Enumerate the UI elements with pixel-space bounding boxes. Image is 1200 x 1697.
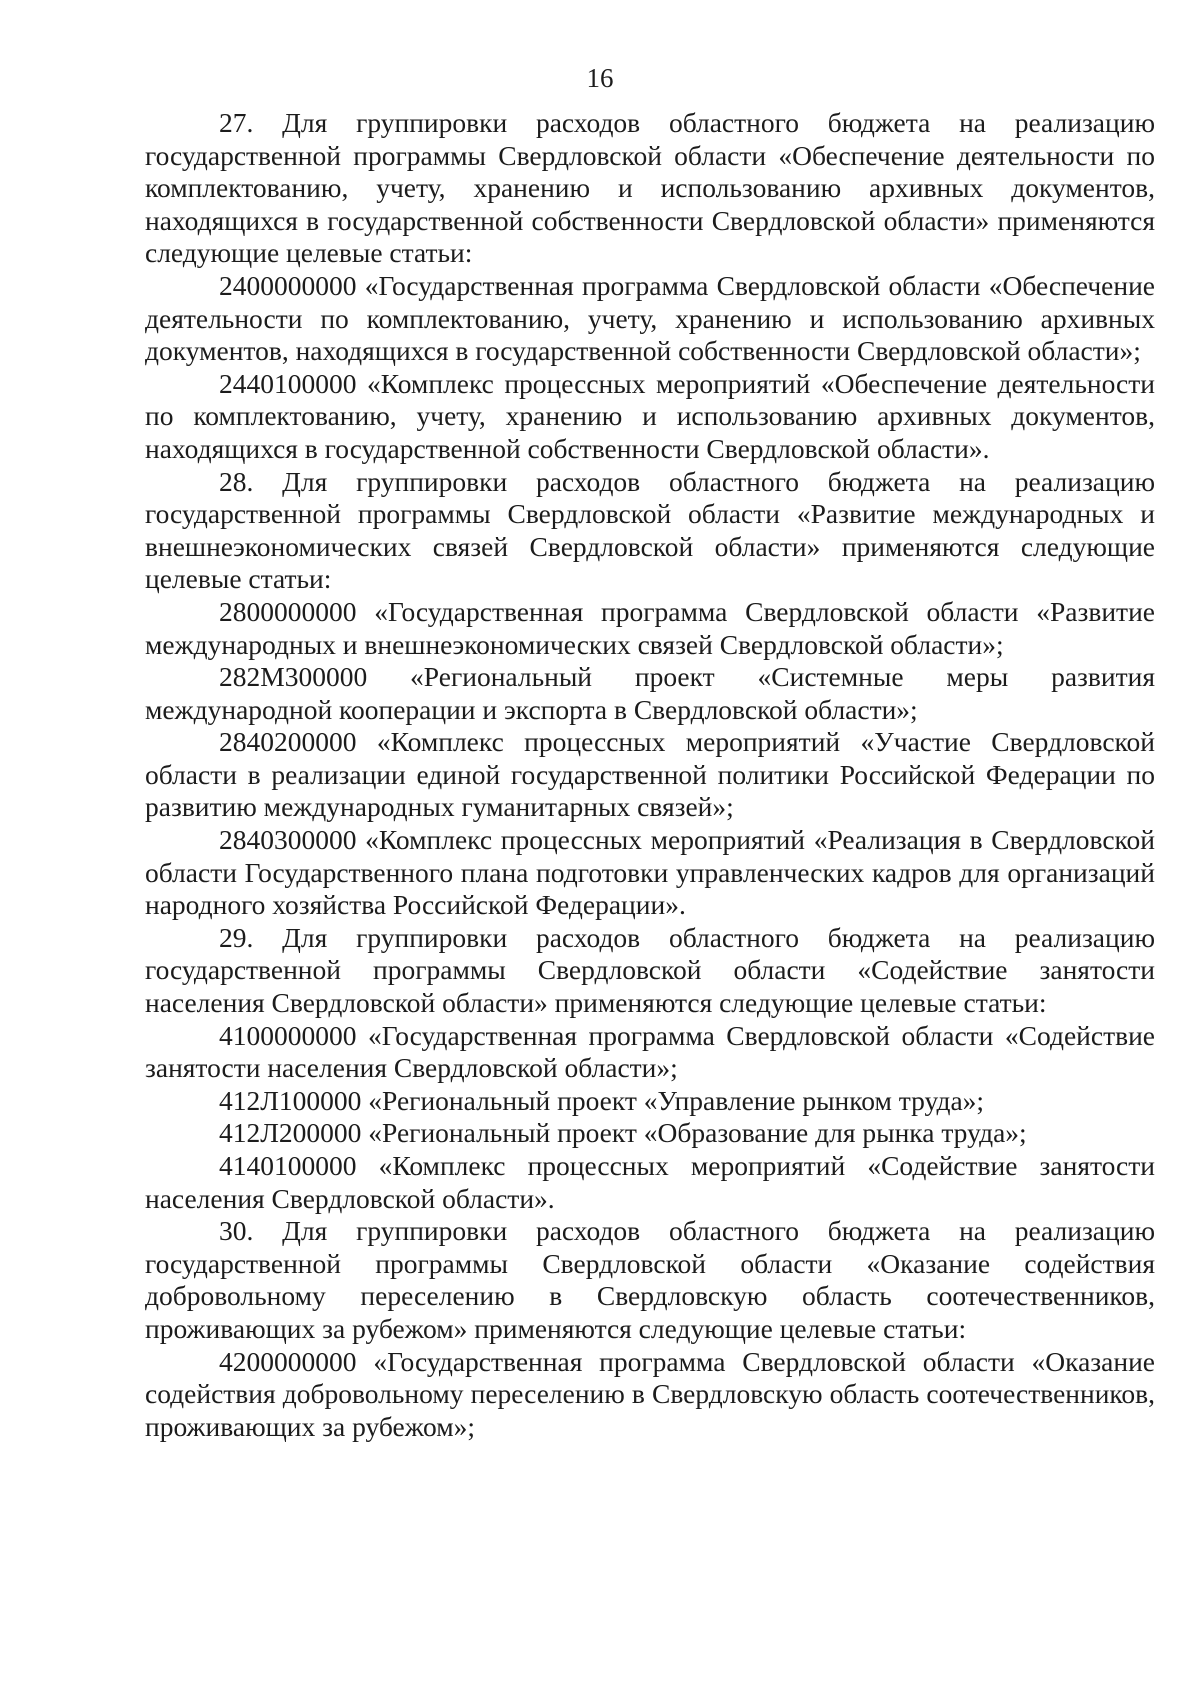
paragraph-article-4140100000: 4140100000 «Комплекс процессных мероприятий «Содействие занятости населения Свердловской области». bbox=[145, 1150, 1155, 1214]
paragraph-28-intro: 28. Для группировки расходов областного бюджета на реализацию государственной программы Свердловской области «Развитие международных и внешнеэкономических связей Свердловской области» применяются следующие целевые статьи: bbox=[145, 465, 1155, 595]
paragraph-27-intro: 27. Для группировки расходов областного бюджета на реализацию государственной программы Свердловской области «Обеспечение деятельности по комплектованию, учету, хранению и использованию архивных документов, находящихся в государственной собственности Свердловской области» применяются следующие целевые статьи: bbox=[145, 107, 1155, 269]
paragraph-article-412L100000: 412Л100000 «Региональный проект «Управление рынком труда»; bbox=[219, 1084, 985, 1116]
paragraph-29-intro: 29. Для группировки расходов областного бюджета на реализацию государственной программы Свердловской области «Содействие занятости населения Свердловской области» применяются следующие целевые статьи: bbox=[145, 921, 1155, 1019]
paragraph-article-412L200000: 412Л200000 «Региональный проект «Образование для рынка труда»; bbox=[219, 1117, 1027, 1149]
document-body bbox=[145, 107, 1155, 1443]
page-number: 16 bbox=[586, 63, 614, 93]
paragraph-article-4100000000: 4100000000 «Государственная программа Свердловской области «Содействие занятости населения Свердловской области»; bbox=[145, 1019, 1155, 1084]
paragraph-article-2440100000: 2440100000 «Комплекс процессных мероприятий «Обеспечение деятельности по комплектованию, учету, хранению и использованию архивных документов, находящихся в государственной собственности Свердловской области». bbox=[145, 367, 1155, 464]
paragraph-article-2800000000: 2800000000 «Государственная программа Свердловской области «Развитие международных и внешнеэкономических связей Свердловской области»; bbox=[145, 595, 1155, 660]
paragraph-article-4200000000: 4200000000 «Государственная программа Свердловской области «Оказание содействия добровольному переселению в Свердловскую область соотечественников, проживающих за рубежом»; bbox=[145, 1345, 1155, 1442]
paragraph-30-intro: 30. Для группировки расходов областного бюджета на реализацию государственной программы Свердловской области «Оказание содействия добровольному переселению в Свердловскую область соотечественников, проживающих за рубежом» применяются следующие целевые статьи: bbox=[145, 1215, 1155, 1344]
paragraph-article-2840300000: 2840300000 «Комплекс процессных мероприятий «Реализация в Свердловской области Государственного плана подготовки управленческих кадров для организаций народного хозяйства Российской Федерации». bbox=[145, 824, 1155, 921]
paragraph-article-2840200000: 2840200000 «Комплекс процессных мероприятий «Участие Свердловской области в реализации единой государственной политики Российской Федерации по развитию международных гуманитарных связей»; bbox=[145, 726, 1155, 823]
paragraph-article-282M300000: 282М300000 «Региональный проект «Системные меры развития международной кооперации и экспорта в Свердловской области»; bbox=[145, 661, 1155, 725]
paragraph-article-2400000000: 2400000000 «Государственная программа Свердловской области «Обеспечение деятельности по комплектованию, учету, хранению и использованию архивных документов, находящихся в государственной собственности Свердловской области»; bbox=[145, 269, 1155, 367]
